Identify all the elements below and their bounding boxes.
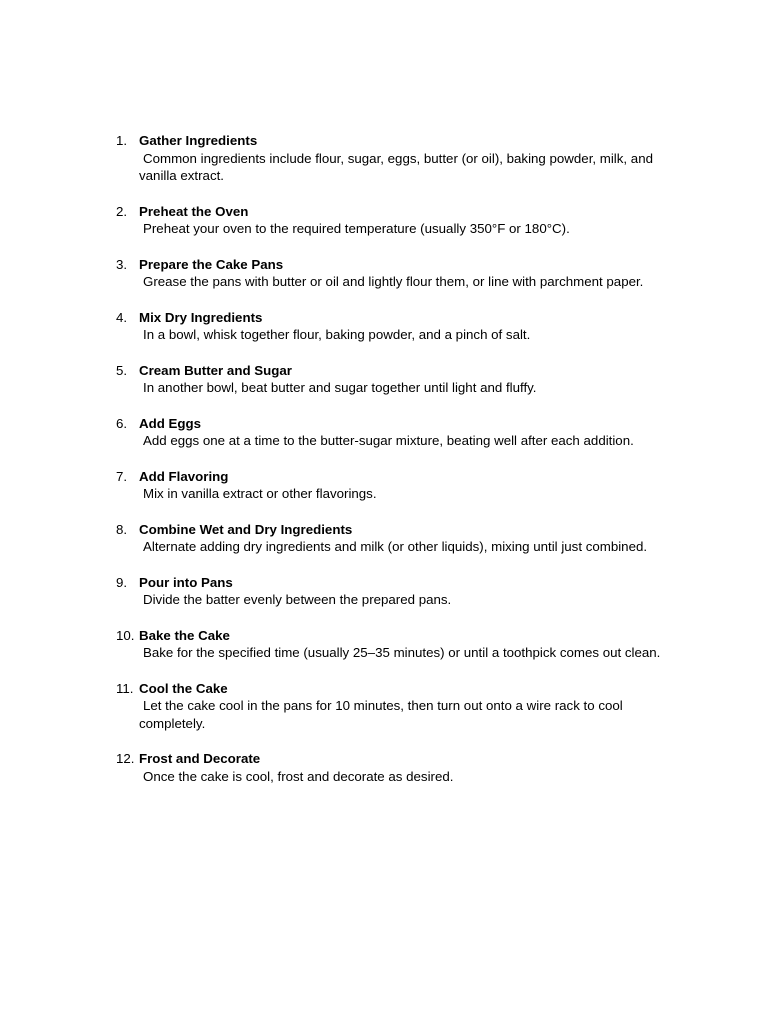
step-description: In another bowl, beat butter and sugar together until light and fluffy. [143,380,537,396]
step-number: 4. [116,309,128,325]
step-title: Combine Wet and Dry Ingredients [139,521,353,537]
step-item [0,521,768,556]
step-title: Gather Ingredients [139,133,258,148]
step-item [0,627,768,662]
step-description: Alternate adding dry ingredients and milk (or other liquids), mixing until just combined. [143,539,648,555]
step-item [0,574,768,609]
step-description: Bake for the specified time (usually 25–35 minutes) or until a toothpick comes out clean. [143,645,661,661]
step-description: In a bowl, whisk together flour, baking powder, and a pinch of salt. [143,327,531,343]
step-number: 6. [116,415,128,431]
step-title: Add Flavoring [139,468,229,484]
step-number: 7. [116,468,128,484]
step-description: Add eggs one at a time to the butter-sugar mixture, beating well after each addition. [143,433,634,449]
step-item [0,680,768,733]
step-item [0,256,768,291]
step-title: Frost and Decorate [139,751,261,767]
step-number: 12. [116,751,135,767]
step-item [0,203,768,238]
step-item [0,750,768,785]
step-item [0,132,768,185]
step-item [0,415,768,450]
step-description: Common ingredients include flour, sugar, eggs, butter (or oil), baking powder, milk, and vanilla extract. [139,150,653,184]
recipe-steps-list [0,132,768,803]
step-description: Mix in vanilla extract or other flavorings. [143,486,377,502]
step-number: 9. [116,574,128,590]
step-title: Add Eggs [139,415,202,431]
step-number: 11. [116,680,134,696]
step-title: Prepare the Cake Pans [139,256,284,272]
step-item [0,468,768,503]
step-number: 10. [116,627,135,643]
step-title: Cream Butter and Sugar [139,362,292,378]
step-description: Grease the pans with butter or oil and lightly flour them, or line with parchment paper. [143,274,644,290]
step-item [0,309,768,344]
step-title: Pour into Pans [139,574,233,590]
step-number: 2. [116,203,128,219]
step-number: 5. [116,362,128,378]
step-title: Preheat the Oven [139,203,249,219]
step-description: Divide the batter evenly between the prepared pans. [143,592,452,608]
step-title: Cool the Cake [139,680,228,696]
step-number: 3. [116,256,128,272]
step-title: Mix Dry Ingredients [139,309,263,325]
step-description: Once the cake is cool, frost and decorate as desired. [143,769,454,785]
step-description: Let the cake cool in the pans for 10 minutes, then turn out onto a wire rack to cool completely. [139,698,623,732]
step-number: 8. [116,521,128,537]
step-item [0,362,768,397]
step-title: Bake the Cake [139,627,230,643]
step-number: 1. [116,133,128,148]
step-description: Preheat your oven to the required temperature (usually 350°F or 180°C). [143,221,570,237]
